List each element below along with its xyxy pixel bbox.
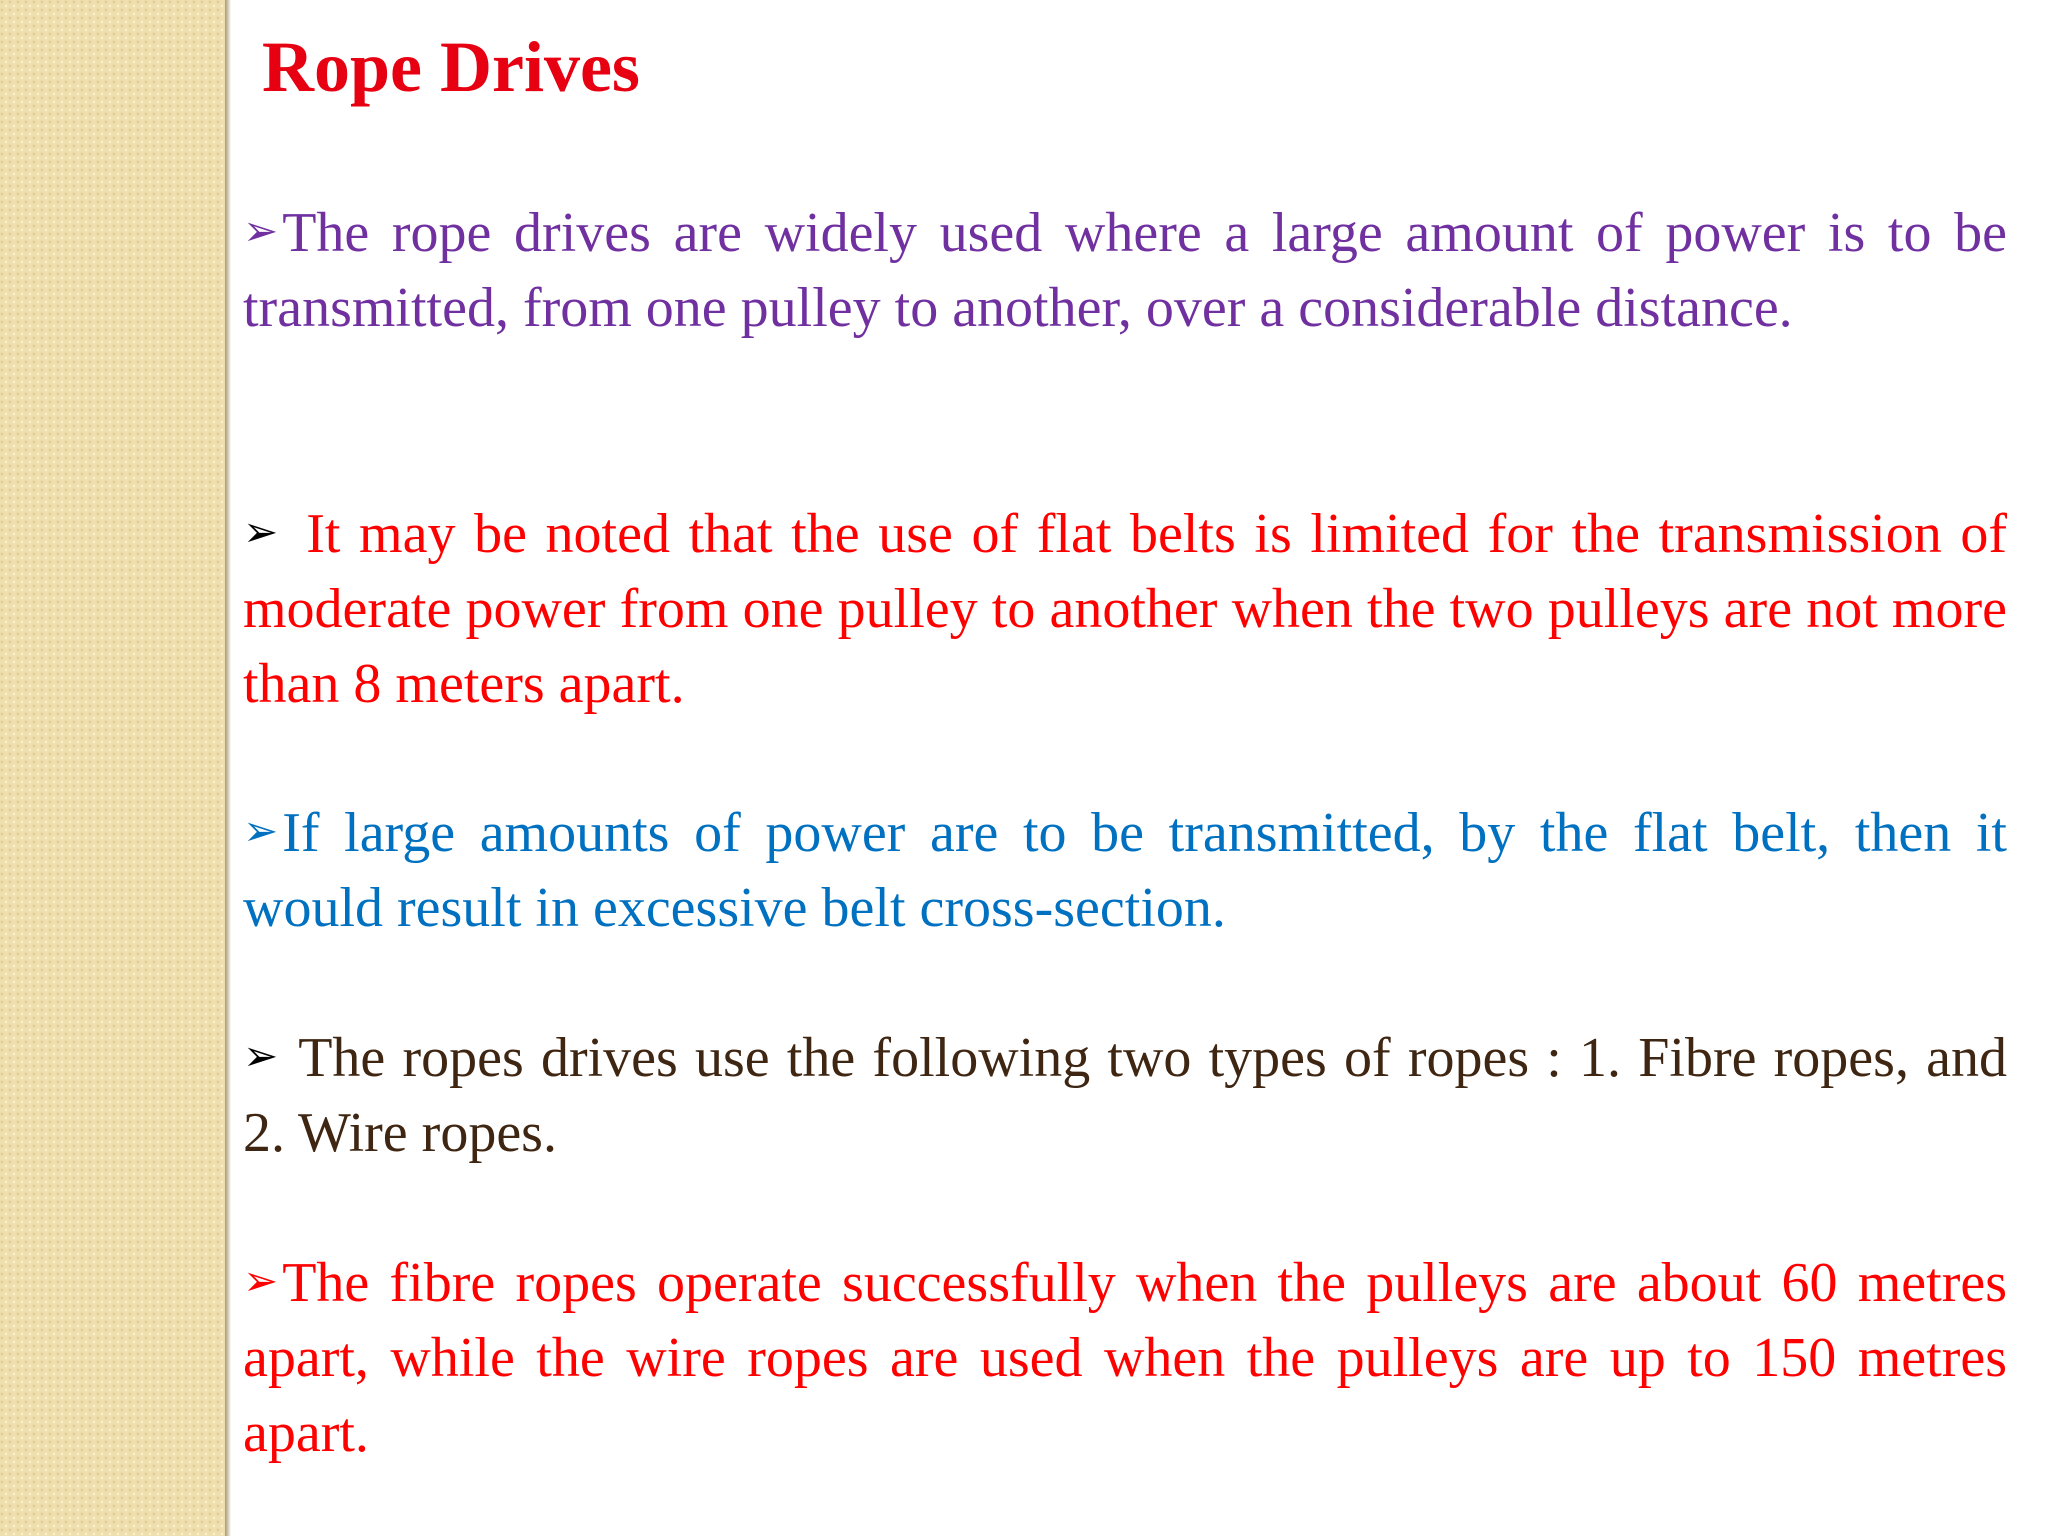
bullet-text-5: The fibre ropes operate successfully when the pulleys are about 60 metres apart, while the wire ropes are used when the pulleys are up to 150 metres apart. — [243, 1252, 2007, 1464]
arrow-bullet-icon: ➢ — [243, 507, 279, 556]
arrow-bullet-icon: ➢ — [243, 806, 279, 855]
bullet-item-1 — [243, 193, 2007, 346]
bullet-text-3: If large amounts of power are to be transmitted, by the flat belt, then it would result in excessive belt cross-section. — [243, 802, 2007, 939]
slide-title: Rope Drives — [262, 27, 640, 107]
bullet-item-4 — [243, 1018, 2007, 1171]
bullet-text-1: The rope drives are widely used where a large amount of power is to be transmitted, from one pulley to another, over a considerable distance. — [243, 202, 2007, 339]
arrow-bullet-icon: ➢ — [243, 206, 279, 255]
bullet-item-5 — [243, 1243, 2007, 1471]
bullet-text-2: It may be noted that the use of flat belts is limited for the transmission of moderate power from one pulley to another when the two pulleys are not more than 8 meters apart. — [243, 503, 2007, 715]
decorative-side-panel — [0, 0, 225, 1536]
arrow-bullet-icon: ➢ — [243, 1256, 279, 1305]
side-panel-divider — [225, 0, 231, 1536]
bullet-item-2 — [243, 494, 2007, 722]
arrow-bullet-icon: ➢ — [243, 1031, 279, 1080]
bullet-item-3 — [243, 793, 2007, 946]
bullet-text-4: The ropes drives use the following two types of ropes : 1. Fibre ropes, and 2. Wire ropes. — [243, 1027, 2007, 1164]
